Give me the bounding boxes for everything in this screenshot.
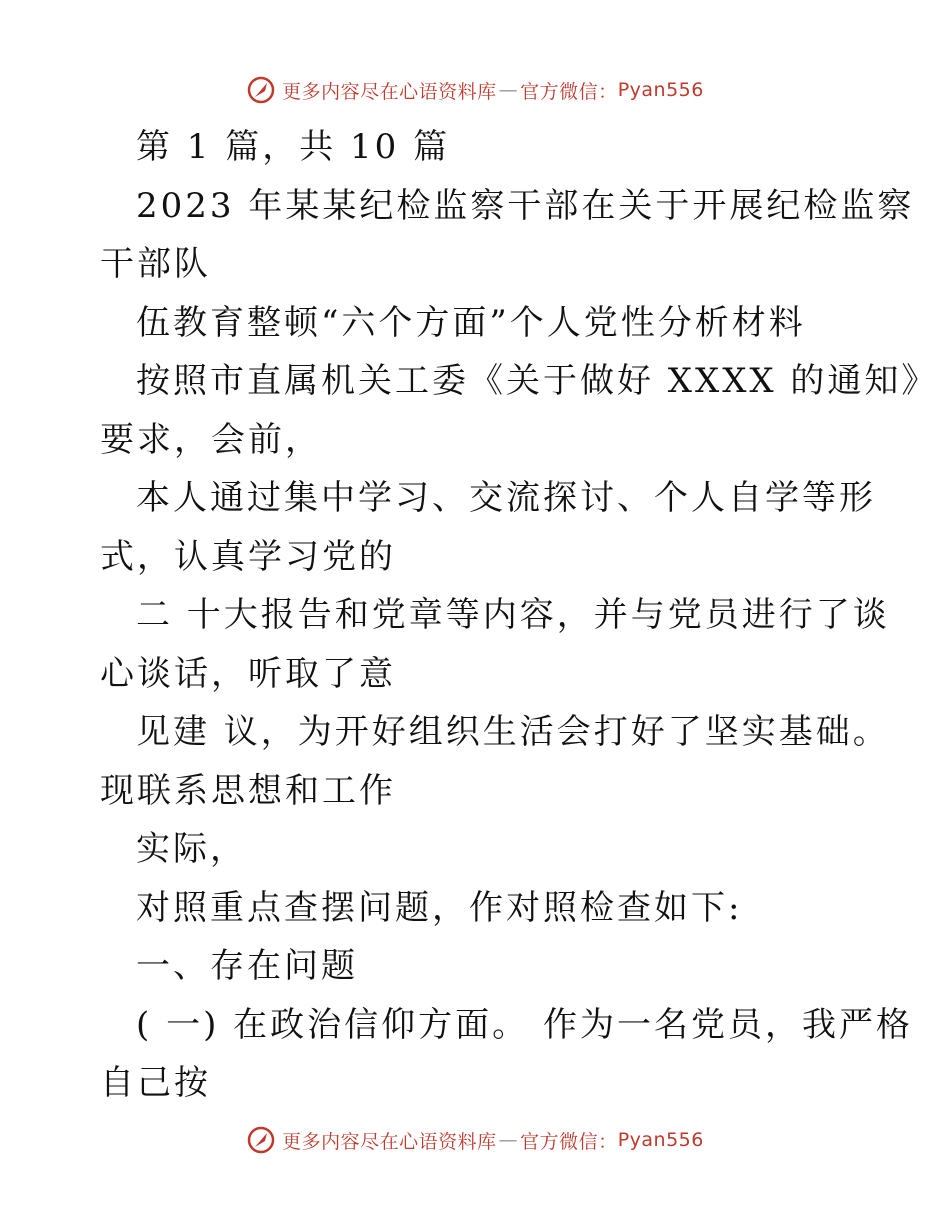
text-line: 一、存在问题: [136, 946, 358, 986]
watermark-label: 官方微信：: [520, 1130, 618, 1153]
text-line: 实际，: [136, 829, 247, 869]
text-line: 伍教育整顿“六个方面”个人党性分析材料: [136, 302, 806, 343]
watermark-handle: Pyan556: [617, 1129, 704, 1151]
text-line: 见建 议，为开好组织生活会打好了坚实基础。: [136, 712, 890, 752]
text-line: 按照市直属机关工委《关于做好 XXXX 的通知》: [136, 361, 939, 401]
watermark-handle: Pyan556: [617, 79, 704, 101]
feather-circle-logo-icon: [246, 75, 276, 105]
feather-circle-logo-icon: [246, 1125, 276, 1155]
text-line: 2023 年某某纪检监察干部在关于开展纪检监察: [136, 185, 915, 226]
text-line: 现联系思想和工作: [100, 770, 396, 811]
watermark-brand: 更多内容尽在心语资料库: [282, 1130, 497, 1153]
text-line: 式，认真学习党的: [100, 536, 396, 577]
text-line: 本人通过集中学习、交流探讨、个人自学等形: [136, 478, 876, 518]
watermark-label: 官方微信：: [520, 80, 618, 103]
text-line: 自己按: [100, 1063, 211, 1103]
document-body: [100, 118, 939, 1113]
text-line: 第 1 篇，共 10 篇: [136, 127, 451, 167]
text-line: 心谈话，听取了意: [100, 653, 396, 694]
text-line: 要求，会前，: [100, 419, 322, 460]
text-line: 对照重点查摆问题，作对照检查如下:: [136, 887, 743, 928]
text-line: 二 十大报告和党章等内容，并与党员进行了谈: [136, 595, 890, 635]
watermark-separator: —: [498, 1129, 519, 1151]
text-line: ( 一) 在政治信仰方面。 作为一名党员，我严格: [136, 1004, 913, 1045]
watermark-separator: —: [498, 79, 519, 101]
text-line: 干部队: [100, 244, 211, 284]
header-watermark: [0, 70, 950, 110]
watermark-brand: 更多内容尽在心语资料库: [282, 80, 497, 103]
footer-watermark: [0, 1120, 950, 1160]
